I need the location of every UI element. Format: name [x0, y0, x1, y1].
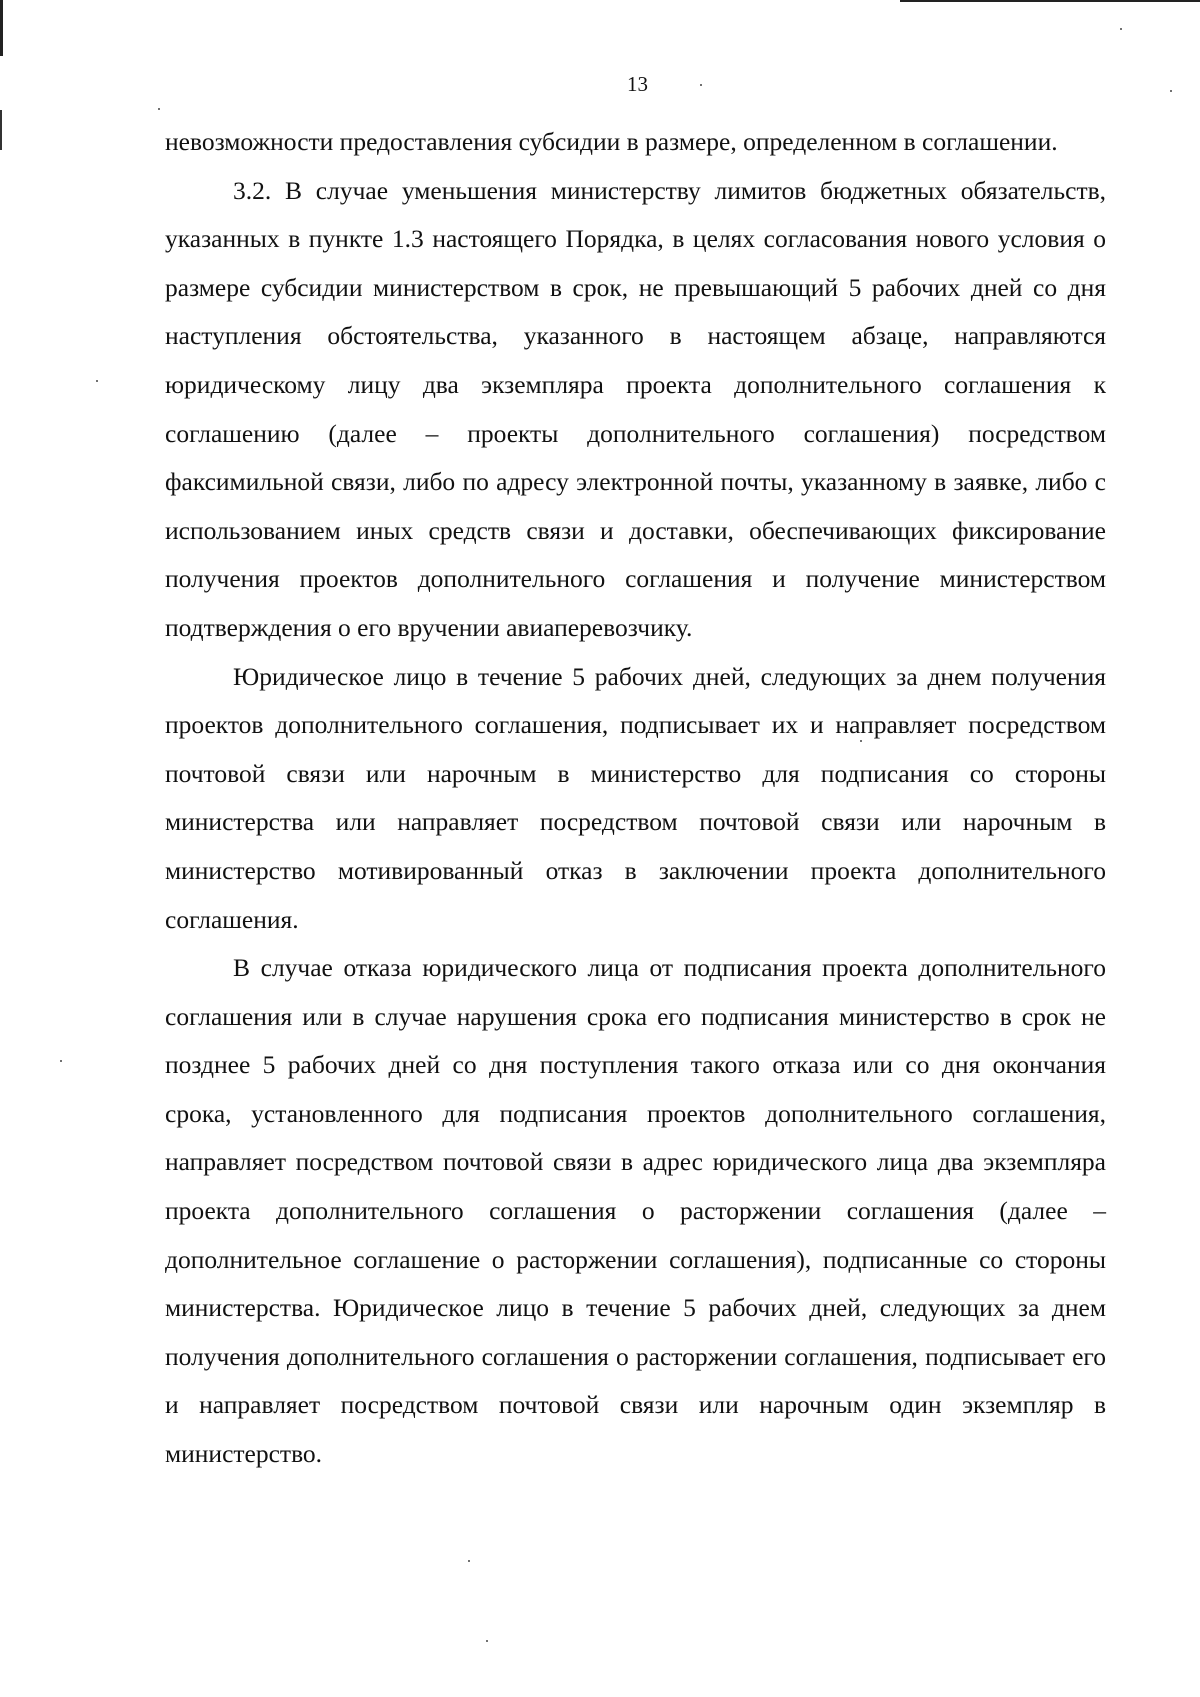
scan-speck — [1120, 28, 1122, 30]
paragraph: 3.2. В случае уменьшения министерству лимитов бюджетных обязательств, указанных в пункте 1.3 настоящего Порядка, в целях согласования нового условия о размере субсидии министерством в срок, не превышающий 5 рабочих дней со дня наступления обстоятельства, указанного в настоящем абзаце, направляются юридическому лицу два экземпляра проекта дополнительного соглашения к соглашению (далее – проекты дополнительного соглашения) посредством факсимильной связи, либо по адресу электронной почты, указанному в заявке, либо с использованием иных средств связи и доставки, обеспечивающих фиксирование получения проектов дополнительного соглашения и получение министерством подтверждения о его вручении авиаперевозчику. — [165, 175, 1106, 642]
scan-edge-mark — [0, 110, 2, 150]
scan-edge-mark — [900, 0, 1200, 2]
paragraph: Юридическое лицо в течение 5 рабочих дней, следующих за днем получения проектов дополнительного соглашения, подписывает их и направляет посредством почтовой связи или нарочным в министерство для подписания со стороны министерства или направляет посредством почтовой связи или нарочным в министерство мотивированный отказ в заключении проекта дополнительного соглашения. — [165, 661, 1106, 934]
paragraph: невозможности предоставления субсидии в размере, определенном в соглашении. — [165, 127, 1058, 156]
paragraph: В случае отказа юридического лица от подписания проекта дополнительного соглашения или в случае нарушения срока его подписания министерство в срок не позднее 5 рабочих дней со дня поступления такого отказа или со дня окончания срока, установленного для подписания проектов дополнительного соглашения, направляет посредством почтовой связи в адрес юридического лица два экземпляра проекта дополнительного соглашения о расторжении соглашения (далее – дополнительное соглашение о расторжении соглашения), подписанные со стороны министерства. Юридическое лицо в течение 5 рабочих дней, следующих за днем получения дополнительного соглашения о расторжении соглашения, подписывает его и направляет посредством почтовой связи или нарочным один экземпляр в министерство. — [165, 953, 1106, 1469]
scan-speck — [486, 1640, 488, 1642]
scan-speck — [468, 1560, 470, 1562]
scan-speck — [158, 108, 160, 110]
scan-speck — [60, 1060, 62, 1062]
scan-edge-mark — [0, 0, 3, 56]
scan-speck — [96, 380, 98, 382]
document-body — [165, 118, 1106, 1479]
page-number: 13 — [627, 72, 648, 96]
